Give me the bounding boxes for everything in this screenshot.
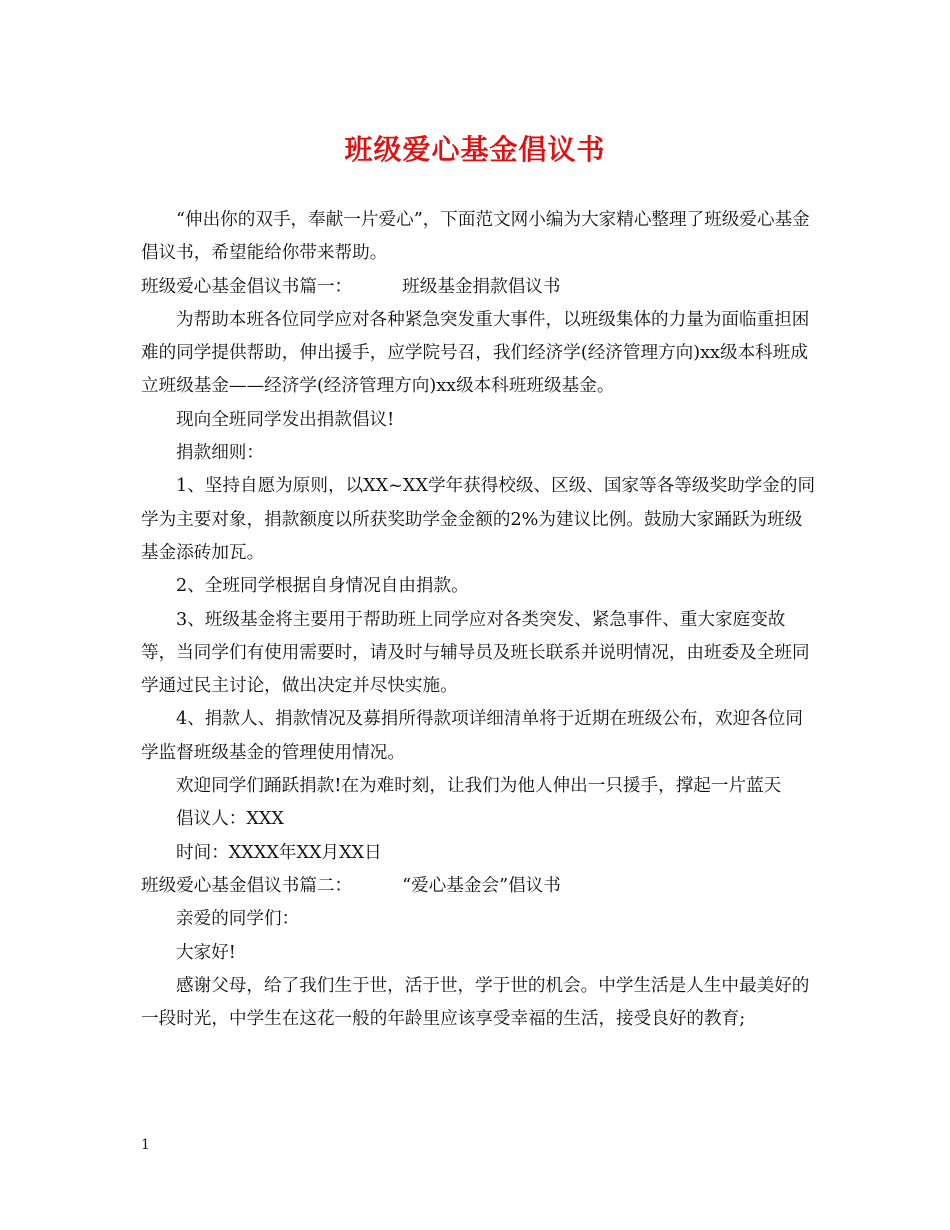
document-body — [141, 204, 816, 1036]
paragraph: 为帮助本班各位同学应对各种紧急突发重大事件，以班级集体的力量为面临重担困难的同学提供帮助，伸出援手，应学院号召，我们经济学(经济管理方向)xx级本科班成立班级基金——经济学(经济管理方向)xx级本科班班级基金。 — [141, 309, 810, 397]
paragraph: 2、全班同学根据自身情况自由捐款。 — [176, 576, 469, 597]
date-line: 时间：XXXX年XX月XX日 — [176, 842, 382, 863]
paragraph: 现向全班同学发出捐款倡议! — [176, 409, 395, 430]
paragraph: 亲爱的同学们： — [176, 909, 300, 930]
section2-subtitle: “爱心基金会”倡议书 — [402, 875, 561, 896]
paragraph: 感谢父母，给了我们生于世，活于世，学于世的机会。中学生活是人生中最美好的一段时光，中学生在这花一般的年龄里应该享受幸福的生活，接受良好的教育; — [141, 975, 810, 1030]
section1-label: 班级爱心基金倡议书篇一： — [141, 276, 353, 297]
paragraph: 3、班级基金将主要用于帮助班上同学应对各类突发、紧急事件、重大家庭变故等，当同学们有使用需要时，请及时与辅导员及班长联系并说明情况，由班委及全班同学通过民主讨论，做出决定并尽快实施。 — [141, 609, 810, 697]
paragraph: 大家好! — [176, 942, 236, 963]
section1-subtitle: 班级基金捐款倡议书 — [402, 276, 561, 297]
paragraph: 欢迎同学们踊跃捐款!在为难时刻，让我们为他人伸出一只援手，撑起一片蓝天 — [176, 776, 782, 797]
paragraph: 4、捐款人、捐款情况及募捐所得款项详细清单将于近期在班级公布，欢迎各位同学监督班级基金的管理使用情况。 — [141, 709, 803, 763]
paragraph: 捐款细则： — [176, 443, 264, 464]
section2-label: 班级爱心基金倡议书篇二： — [141, 875, 353, 896]
intro-paragraph: “伸出你的双手，奉献一片爱心”，下面范文网小编为大家精心整理了班级爱心基金倡议书，希望能给你带来帮助。 — [141, 210, 810, 264]
section2-heading — [141, 870, 816, 903]
document-title: 班级爱心基金倡议书 — [344, 133, 606, 166]
paragraph: 1、坚持自愿为原则，以XX~XX学年获得校级、区级、国家等各等级奖助学金的同学为主要对象，捐款额度以所获奖助学金金额的2%为建议比例。鼓励大家踊跃为班级基金添砖加瓦。 — [141, 476, 816, 563]
section1-heading — [141, 271, 816, 304]
page-number: 1 — [141, 1137, 150, 1153]
signatory-line: 倡议人：XXX — [176, 809, 284, 830]
